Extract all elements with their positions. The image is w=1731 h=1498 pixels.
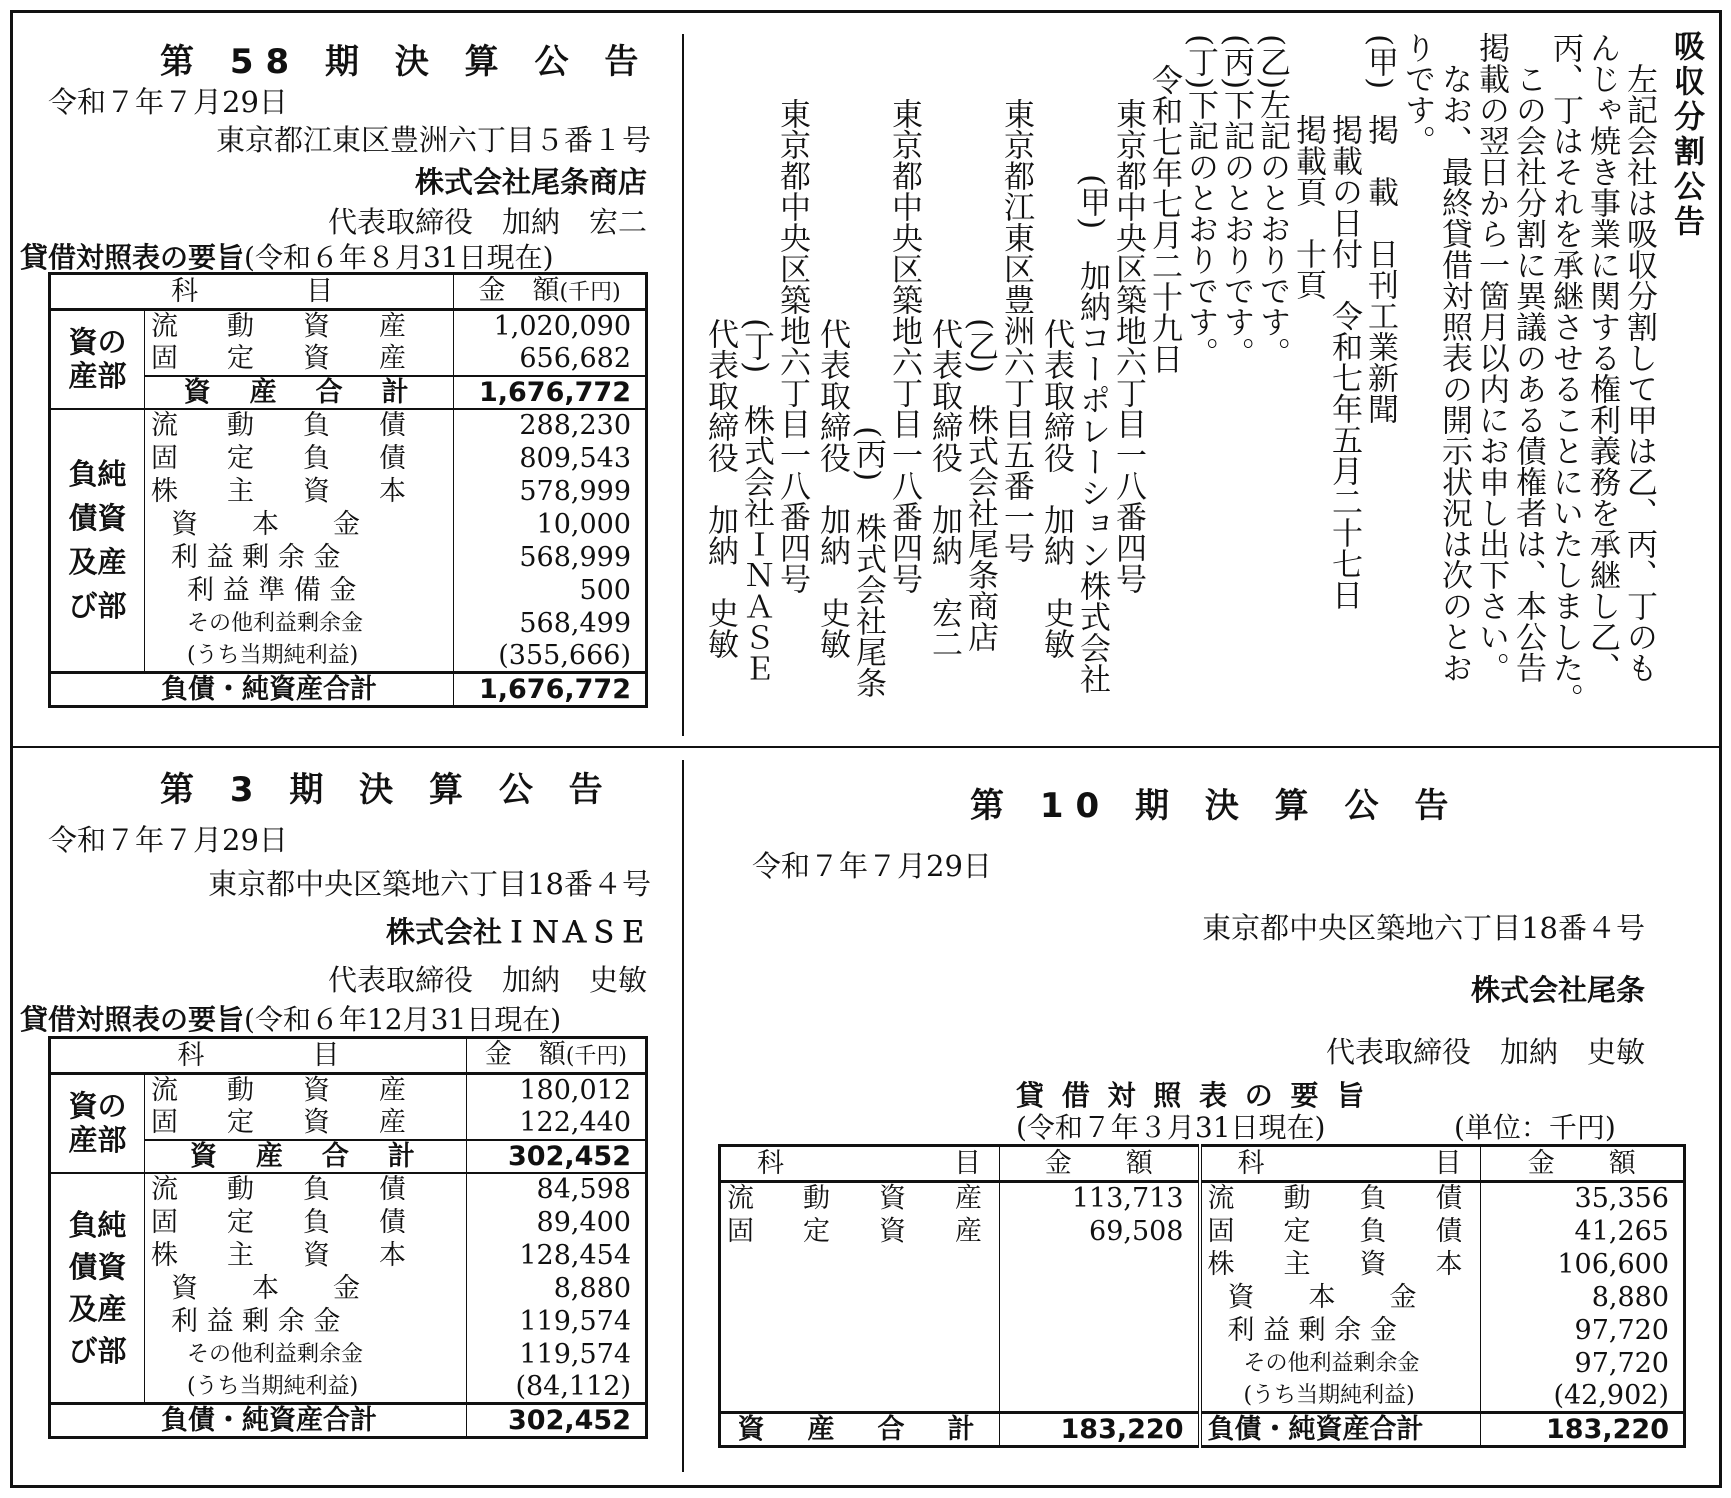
notice-date: 令和七年七月二十九日 (1146, 64, 1182, 374)
vertical-divider-bottom (682, 760, 684, 1472)
balance-sheet-date: (令和７年３月31日現在) (1016, 1111, 1326, 1144)
row-value: 568,499 (519, 607, 631, 639)
party-hei-rep: 代表取締役 加納 史敏 (814, 318, 850, 659)
notice-title: 吸収分割公告 (1668, 30, 1704, 240)
row-value: 97,720 (1574, 1314, 1669, 1346)
row-label: 流 動 負 債 (145, 409, 454, 442)
row-label: 資 本 金 (145, 508, 454, 541)
notice-date: 令和７年７月29日 (48, 85, 288, 119)
row-label: 株 主 資 本 (145, 1239, 467, 1272)
row-label: (うち当期純利益) (1200, 1380, 1481, 1413)
balance-sheet-heading (20, 998, 561, 1038)
row-value: 69,508 (1000, 1215, 1200, 1248)
assets-group-label: 資の 産部 (50, 310, 145, 409)
row-label: 固 定 負 債 (1200, 1215, 1481, 1248)
row-value: 35,356 (1574, 1183, 1669, 1215)
total-liab-equity-value: 1,676,772 (478, 674, 631, 705)
total-assets-label: 資 産 合 計 (720, 1413, 1000, 1447)
unit-label: (単位：千円) (1454, 1111, 1616, 1144)
company-address: 東京都江東区豊洲六丁目５番１号 (215, 123, 651, 157)
row-label: その他利益剰余金 (1200, 1347, 1481, 1380)
notice-body: 左記会社は吸収分割して甲は乙、丙、丁のも んじゃ焼き事業に関する権利義務を承継し乙、 丙、丁はそれを承継させることにいたしました。 この会社分割に異議のある債権者は、本公告 掲載の翌日から一箇月以内にお申し出下さい。 なお、最終貸借対照表の開示状況は次のとお りです。 (1399, 32, 1657, 714)
row-label: (うち当期純利益) (145, 1371, 467, 1404)
row-label: 資 本 金 (145, 1272, 467, 1305)
row-value: 128,454 (519, 1239, 631, 1271)
row-value: 89,400 (536, 1206, 631, 1238)
row-label: 固 定 資 産 (145, 343, 454, 376)
row-value: (355,666) (498, 639, 631, 671)
balance-sheet-date: (令和６年12月31日現在) (244, 1003, 562, 1036)
party-otsu-rep: 代表取締役 加納 宏二 (926, 318, 962, 659)
party-tei-address: 東京都中央区築地六丁目一八番四号 (774, 98, 810, 594)
kou-date: 掲載の日付 令和七年五月二十七日 (1326, 114, 1362, 610)
notice-date: 令和７年７月29日 (48, 823, 288, 857)
row-label: 利 益 準 備 金 (145, 574, 454, 607)
party-kou-name: (甲) 加納コーポレーション株式会社 (1074, 174, 1110, 695)
balance-sheet-date: (令和６年８月31日現在) (244, 241, 554, 274)
row-label: 利 益 剰 余 金 (145, 541, 454, 574)
balance-sheet-title: 貸借対照表の要旨 (20, 241, 245, 274)
row-label: 利 益 剰 余 金 (145, 1305, 467, 1338)
company-name: 株式会社尾条商店 (414, 165, 647, 199)
header-subject: 科 目 (720, 1146, 1000, 1182)
row-label: 株 主 資 本 (1200, 1248, 1481, 1281)
row-value: (84,112) (515, 1370, 631, 1402)
total-assets-label: 資 産 合 計 (145, 1140, 467, 1173)
company-address: 東京都中央区築地六丁目18番４号 (208, 867, 651, 901)
row-label: 流 動 負 債 (145, 1173, 467, 1206)
balance-sheet-heading (20, 236, 554, 276)
company-address: 東京都中央区築地六丁目18番４号 (1202, 911, 1645, 945)
row-value: 119,574 (519, 1338, 631, 1370)
row-label: 利 益 剰 余 金 (1200, 1314, 1481, 1347)
row-value: 97,720 (1574, 1347, 1669, 1379)
party-hei-address: 東京都中央区築地六丁目一八番四号 (886, 98, 922, 594)
row-value: 84,598 (536, 1174, 631, 1205)
balance-sheet-title: 貸借対照表の要旨 (20, 1003, 245, 1036)
vertical-divider-top (682, 34, 684, 736)
row-label: 流 動 資 産 (145, 310, 454, 343)
total-assets-label: 資 産 合 計 (145, 376, 454, 409)
row-value: 809,543 (519, 442, 631, 474)
party-tei-rep: 代表取締役 加納 史敏 (702, 318, 738, 659)
representative: 代表取締役 加納 史敏 (1325, 1035, 1645, 1069)
balance-sheet-table (718, 1144, 1686, 1448)
party-otsu-name: (乙) 株式会社尾条商店 (962, 318, 998, 653)
balance-sheet-table (48, 1036, 648, 1439)
party-tei-name: (丁) 株式会社ＩＮＡＳＥ (738, 318, 774, 684)
otsu-line: (乙)左記のとおりです。 (1254, 34, 1290, 369)
company-name: 株式会社ＩＮＡＳＥ (385, 915, 647, 949)
row-label: 流 動 資 産 (720, 1182, 1000, 1215)
header-amount: 金 額 (1000, 1146, 1200, 1182)
kou-newspaper: 掲 載 日刊工業新聞 (1362, 114, 1398, 424)
row-label: 固 定 資 産 (145, 1107, 467, 1140)
total-liab-equity-label: 負債・純資産合計 (50, 1404, 467, 1438)
header-amount: 金 額(千円) (484, 1039, 627, 1070)
row-value: 41,265 (1574, 1215, 1669, 1247)
representative: 代表取締役 加納 宏二 (327, 205, 647, 239)
row-label: 株 主 資 本 (145, 475, 454, 508)
total-liab-equity-label: 負債・純資産合計 (1200, 1413, 1481, 1447)
row-label: 固 定 負 債 (145, 1206, 467, 1239)
representative: 代表取締役 加納 史敏 (327, 963, 647, 997)
row-value: 1,020,090 (493, 311, 631, 343)
total-assets-value: 1,676,772 (478, 376, 631, 408)
party-otsu-address: 東京都江東区豊洲六丁目五番一号 (998, 98, 1034, 563)
total-liab-equity-value: 183,220 (1546, 1414, 1669, 1445)
header-subject: 科 目 (1200, 1146, 1481, 1182)
row-label: 固 定 資 産 (720, 1215, 1000, 1248)
row-value: 180,012 (519, 1075, 631, 1107)
party-kou-rep: 代表取締役 加納 史敏 (1038, 318, 1074, 659)
kou-label: (甲) (1362, 34, 1398, 90)
assets-group-label: 資の 産部 (50, 1074, 145, 1173)
balance-sheet-table (48, 272, 648, 708)
kou-page: 掲載頁 十頁 (1290, 114, 1326, 300)
row-value: (42,902) (1553, 1379, 1669, 1411)
row-label: (うち当期純利益) (145, 640, 454, 673)
horizontal-divider (13, 746, 1719, 748)
header-subject: 科 目 (50, 274, 454, 310)
hei-line: (丙)下記のとおりです。 (1218, 34, 1254, 369)
row-label: 資 本 金 (1200, 1281, 1481, 1314)
total-assets-value: 183,220 (1000, 1413, 1200, 1447)
total-liab-equity-label: 負債・純資産合計 (50, 673, 454, 707)
row-value: 122,440 (519, 1107, 631, 1138)
tei-line: (丁)下記のとおりです。 (1182, 34, 1218, 369)
row-value: 656,682 (519, 343, 631, 374)
party-kou-address: 東京都中央区築地六丁目一八番四号 (1110, 98, 1146, 594)
row-label: その他利益剰余金 (145, 1338, 467, 1371)
row-label: 固 定 負 債 (145, 442, 454, 475)
row-value: 578,999 (519, 475, 631, 507)
row-value: 10,000 (536, 508, 631, 540)
row-label: その他利益剰余金 (145, 607, 454, 640)
row-value: 8,880 (1591, 1281, 1669, 1313)
row-value: 113,713 (1000, 1182, 1200, 1215)
balance-sheet-title: 貸 借 対 照 表 の 要 旨 (1016, 1079, 1369, 1112)
row-value: 8,880 (553, 1272, 631, 1304)
party-hei-name: (丙) 株式会社尾条 (850, 426, 886, 699)
row-value: 568,999 (519, 541, 631, 573)
row-label: 流 動 負 債 (1200, 1182, 1481, 1215)
row-value: 288,230 (519, 410, 631, 441)
notice-title: 第 10 期 決 算 公 告 (970, 786, 1461, 826)
row-value: 119,574 (519, 1305, 631, 1337)
notice-title: 第 3 期 決 算 公 告 (160, 770, 615, 810)
row-value: 500 (579, 574, 631, 606)
liabilities-group-label: 負純 債資 及産 び部 (50, 409, 145, 673)
header-amount: 金 額 (1527, 1148, 1636, 1179)
total-assets-value: 302,452 (508, 1140, 631, 1172)
header-subject: 科 目 (50, 1038, 467, 1074)
header-amount: 金 額(千円) (478, 275, 621, 306)
company-name: 株式会社尾条 (1470, 973, 1645, 1007)
liabilities-group-label: 負純 債資 及産 び部 (50, 1173, 145, 1404)
notice-date: 令和７年７月29日 (752, 849, 992, 883)
total-liab-equity-value: 302,452 (508, 1405, 631, 1436)
row-label: 流 動 資 産 (145, 1074, 467, 1107)
row-value: 106,600 (1557, 1248, 1669, 1280)
notice-title: 第 58 期 決 算 公 告 (160, 42, 651, 82)
